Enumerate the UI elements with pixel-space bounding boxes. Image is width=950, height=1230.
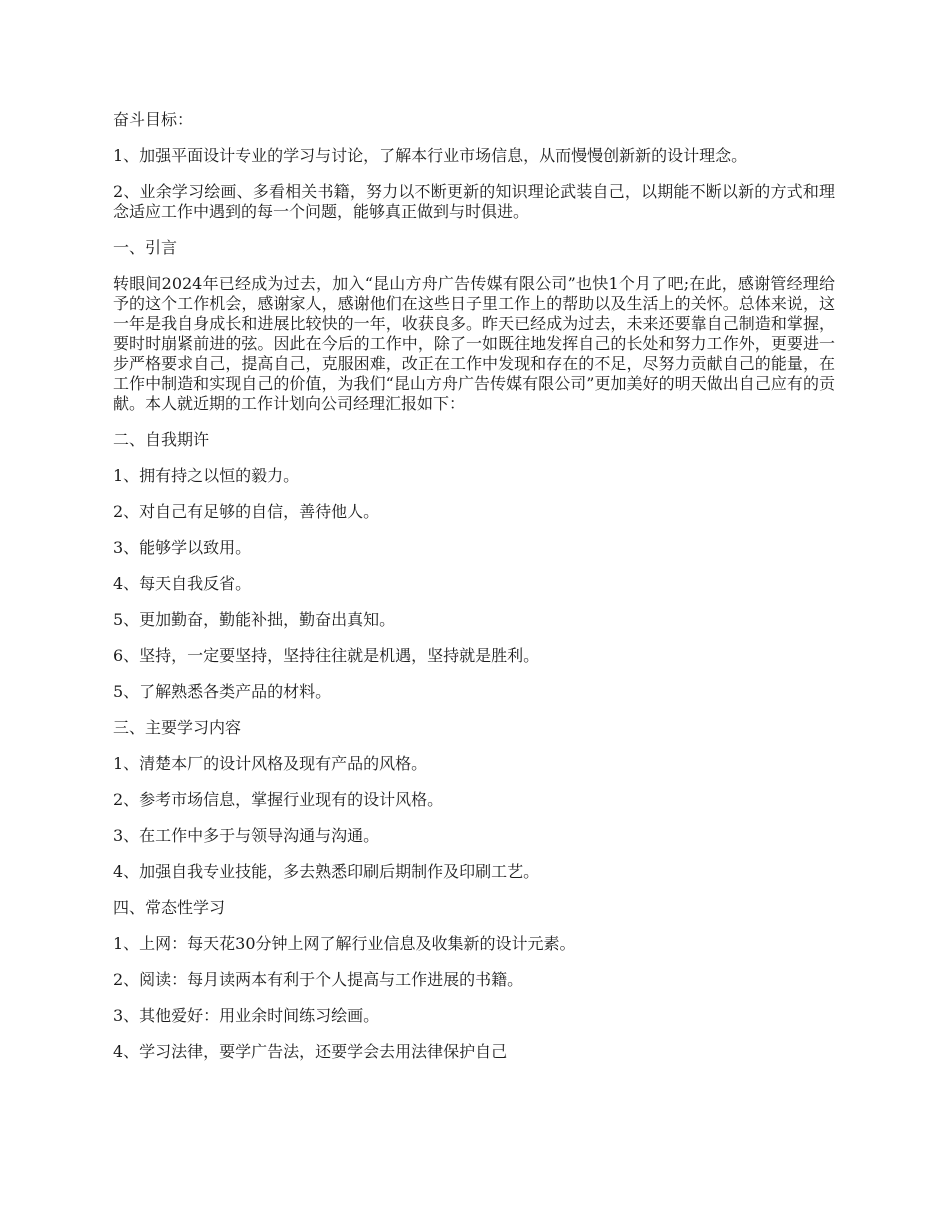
self-expectation-item-2: 2、对自己有足够的自信，善待他人。: [113, 502, 380, 521]
study-content-item-1: 1、清楚本厂的设计风格及现有产品的风格。: [113, 754, 428, 773]
routine-study-item-2: 2、阅读：每月读两本有利于个人提高与工作进展的书籍。: [113, 970, 524, 989]
document-body: [113, 110, 835, 1078]
study-content-item-4: 4、加强自我专业技能，多去熟悉印刷后期制作及印刷工艺。: [113, 862, 540, 881]
goal-heading: 奋斗目标：: [113, 110, 194, 129]
self-expectation-item-4: 4、每天自我反省。: [113, 574, 252, 593]
self-expectation-item-6: 6、坚持，一定要坚持，坚持往往就是机遇，坚持就是胜利。: [113, 646, 540, 665]
self-expectation-item-5: 5、更加勤奋，勤能补拙，勤奋出真知。: [113, 610, 396, 629]
routine-study-item-4: 4、学习法律，要学广告法，还要学会去用法律保护自己: [113, 1042, 508, 1061]
intro-paragraph: 转眼间2024年已经成为过去，加入“昆山方舟广告传媒有限公司”也快1个月了吧;在此，感谢管经理给予的这个工作机会，感谢家人，感谢他们在这些日子里工作上的帮助以及生活上的关怀。总体来说，这一年是我自身成长和进展比较快的一年，收获良多。昨天已经成为过去，未来还要靠自己制造和掌握，要时时崩紧前进的弦。因此在今后的工作中，除了一如既往地发挥自己的长处和努力工作外，更要进一步严格要求自己，提高自己，克服困难，改正在工作中发现和存在的不足，尽努力贡献自己的能量，在工作中制造和实现自己的价值，为我们“昆山方舟广告传媒有限公司”更加美好的明天做出自己应有的贡献。本人就近期的工作计划向公司经理汇报如下：: [113, 274, 835, 413]
self-expectation-item-7: 5、了解熟悉各类产品的材料。: [113, 682, 332, 701]
goal-item-1: 1、加强平面设计专业的学习与讨论，了解本行业市场信息，从而慢慢创新新的设计理念。: [113, 146, 748, 165]
section-heading-study-content: 三、主要学习内容: [113, 718, 242, 737]
study-content-item-3: 3、在工作中多于与领导沟通与沟通。: [113, 826, 380, 845]
self-expectation-item-1: 1、拥有持之以恒的毅力。: [113, 466, 300, 485]
self-expectation-item-3: 3、能够学以致用。: [113, 538, 252, 557]
study-content-item-2: 2、参考市场信息，掌握行业现有的设计风格。: [113, 790, 444, 809]
section-heading-self-expectation: 二、自我期许: [113, 430, 210, 449]
goal-item-2: 2、业余学习绘画、多看相关书籍，努力以不断更新的知识理论武装自己，以期能不断以新的方式和理念适应工作中遇到的每一个问题，能够真正做到与时俱进。: [113, 182, 835, 221]
section-heading-routine-study: 四、常态性学习: [113, 898, 226, 917]
routine-study-item-1: 1、上网：每天花30分钟上网了解行业信息及收集新的设计元素。: [113, 934, 576, 953]
section-heading-intro: 一、引言: [113, 238, 178, 257]
routine-study-item-3: 3、其他爱好：用业余时间练习绘画。: [113, 1006, 380, 1025]
